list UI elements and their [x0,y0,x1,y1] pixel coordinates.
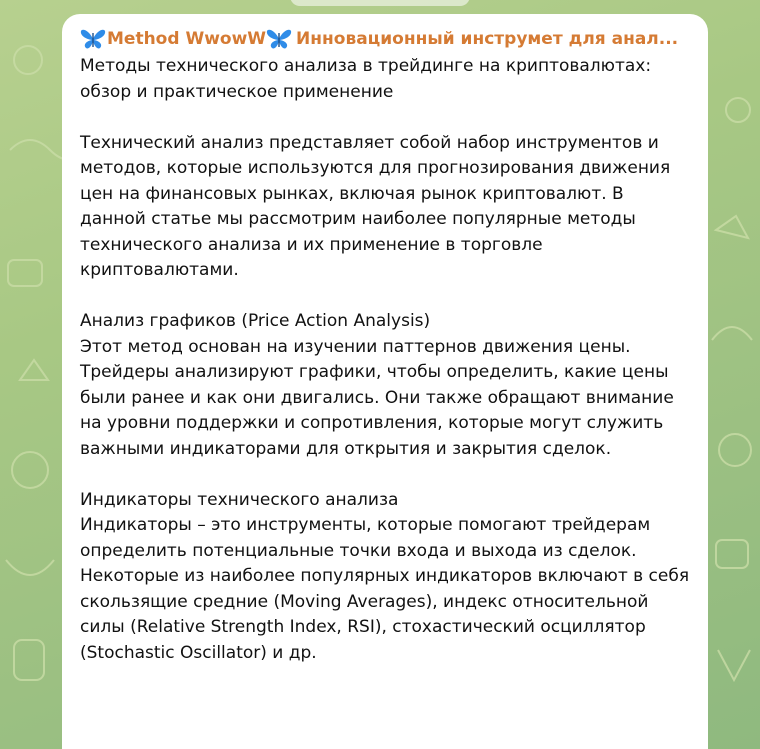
section-heading: Индикаторы технического анализа [80,489,399,510]
section-price-action [80,309,692,462]
sender-name[interactable]: Method WwowW [107,29,267,49]
message-bubble[interactable] [62,14,708,749]
section-heading: Анализ графиков (Price Action Analysis) [80,311,431,331]
section-body: Этот метод основан на изучении паттернов движения цены. Трейдеры анализируют графики, чтобы определить, какие цены были ранее и как они двигались. Они также обращают внимание на уровни поддержки и сопротивления, которые могут служить важными индикаторами для открытия и закрытия сделок. [80,336,674,459]
section-body: Индикаторы – это инструменты, которые помогают трейдерам определить потенциальные точки входа и выхода из сделок. Некоторые из наиболее популярных индикаторов включают в себя скользящие средние (Moving Averages), индекс относительной силы (Relative Strength Index, RSI), стохастический осциллятор (Stochastic Oscillator) и др. [80,515,690,663]
message-sender[interactable] [80,26,692,52]
message-title: Методы технического анализа в трейдинге на криптовалютах: обзор и практическое применение [80,56,652,102]
butterfly-icon [80,28,106,50]
message-intro: Технический анализ представляет собой набор инструментов и методов, которые используются для прогнозирования движения цен на финансовых рынках, включая рынок криптовалют. В данной статье мы рассмотрим наиболее популярные методы технического анализа и их применение в торговле криптовалютами. [80,132,671,280]
section-indicators [80,488,692,667]
date-pill [290,0,470,6]
message-text [80,54,692,666]
butterfly-icon [266,28,292,50]
channel-name[interactable]: Инновационный инструмет для анал... [296,29,679,49]
